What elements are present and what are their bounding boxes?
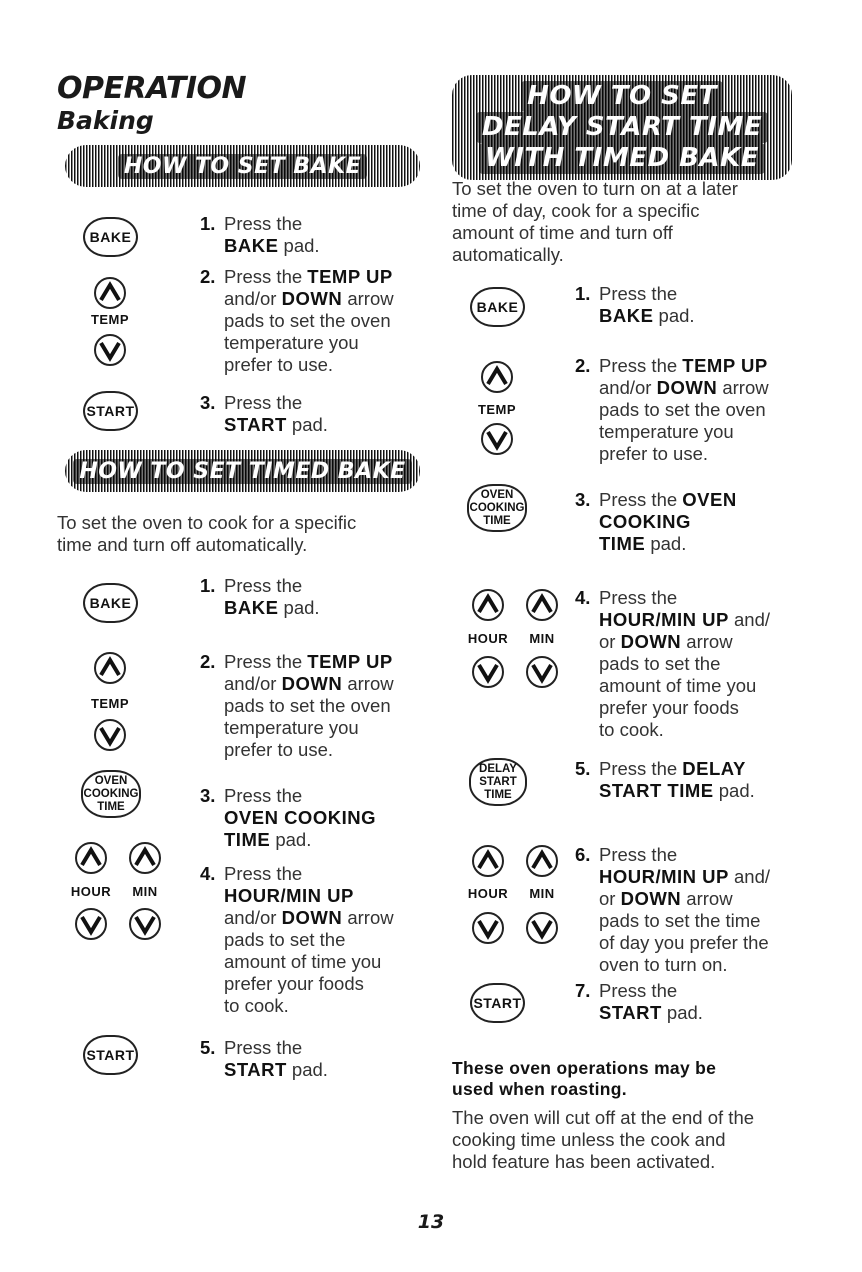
delay-banner-line-1: HOW TO SET xyxy=(521,81,723,112)
temp-label: TEMP xyxy=(90,696,130,711)
set-bake-banner: HOW TO SET BAKE xyxy=(65,145,420,187)
hour-label: HOUR xyxy=(467,631,509,646)
min-up-icon xyxy=(525,844,559,878)
min-label: MIN xyxy=(529,886,555,901)
min-up-icon xyxy=(128,841,162,875)
step-text: Press the BAKE pad. xyxy=(224,213,320,256)
min-label: MIN xyxy=(529,631,555,646)
page-number: 13 xyxy=(417,1211,445,1233)
start-pad: START xyxy=(470,983,525,1023)
step-text: Press the OVEN COOKING TIME pad. xyxy=(599,489,737,554)
step-number: 1. xyxy=(200,575,216,596)
step-text: Press the DELAY START TIME pad. xyxy=(599,758,755,801)
min-down-icon xyxy=(525,655,559,689)
hour-down-icon xyxy=(471,911,505,945)
start-pad: START xyxy=(83,1035,138,1075)
section-subtitle: Baking xyxy=(57,106,154,135)
temp-down-icon xyxy=(93,718,127,752)
step-number: 3. xyxy=(200,392,216,413)
hour-up-icon xyxy=(74,841,108,875)
step-number: 2. xyxy=(575,355,591,376)
min-down-icon xyxy=(128,907,162,941)
step-number: 1. xyxy=(575,283,591,304)
step-number: 3. xyxy=(575,489,591,510)
step-number: 2. xyxy=(200,266,216,287)
step-number: 4. xyxy=(200,863,216,884)
start-pad: START xyxy=(83,391,138,431)
step-number: 2. xyxy=(200,651,216,672)
temp-up-icon xyxy=(93,276,127,310)
hour-label: HOUR xyxy=(467,886,509,901)
oven-cooking-time-pad: OVEN COOKING TIME xyxy=(81,770,141,818)
bake-pad: BAKE xyxy=(470,287,525,327)
delay-banner-line-2: DELAY START TIME xyxy=(476,112,768,143)
step-number: 5. xyxy=(575,758,591,779)
step-text: Press the START pad. xyxy=(224,1037,328,1080)
hour-up-icon xyxy=(471,588,505,622)
delay-start-intro: To set the oven to turn on at a later time of day, cook for a specific amount of time and turn off automatically. xyxy=(452,178,738,265)
step-text: Press the TEMP UP and/or DOWN arrow pads to set the oven temperature you prefer to use. xyxy=(224,651,394,760)
step-number: 4. xyxy=(575,587,591,608)
temp-label: TEMP xyxy=(90,312,130,327)
step-text: Press the TEMP UP and/or DOWN arrow pads to set the oven temperature you prefer to use. xyxy=(224,266,394,375)
step-number: 1. xyxy=(200,213,216,234)
step-text: Press the TEMP UP and/or DOWN arrow pads to set the oven temperature you prefer to use. xyxy=(599,355,769,464)
bake-pad: BAKE xyxy=(83,583,138,623)
step-number: 3. xyxy=(200,785,216,806)
delay-banner-line-3: WITH TIMED BAKE xyxy=(479,143,765,174)
step-text: Press the HOUR/MIN UP and/ or DOWN arrow pads to set the amount of time you prefer your foods to cook. xyxy=(599,587,771,740)
min-label: MIN xyxy=(132,884,158,899)
bake-pad: BAKE xyxy=(83,217,138,257)
min-down-icon xyxy=(525,911,559,945)
oven-cooking-time-pad: OVEN COOKING TIME xyxy=(467,484,527,532)
hour-up-icon xyxy=(471,844,505,878)
temp-down-icon xyxy=(480,422,514,456)
step-number: 7. xyxy=(575,980,591,1001)
hour-down-icon xyxy=(74,907,108,941)
step-text: Press the HOUR/MIN UP and/ or DOWN arrow pads to set the time of day you prefer the oven to turn on. xyxy=(599,844,771,975)
step-text: Press the BAKE pad. xyxy=(599,283,695,326)
step-number: 5. xyxy=(200,1037,216,1058)
hour-label: HOUR xyxy=(70,884,112,899)
hour-down-icon xyxy=(471,655,505,689)
temp-label: TEMP xyxy=(477,402,517,417)
step-number: 6. xyxy=(575,844,591,865)
delay-start-banner xyxy=(452,75,792,180)
step-text: Press the START pad. xyxy=(599,980,703,1023)
delay-start-time-pad: DELAY START TIME xyxy=(469,758,527,806)
step-text: Press the BAKE pad. xyxy=(224,575,320,618)
step-text: Press the OVEN COOKING TIME pad. xyxy=(224,785,376,850)
temp-up-icon xyxy=(480,360,514,394)
min-up-icon xyxy=(525,588,559,622)
step-text: Press the START pad. xyxy=(224,392,328,435)
roasting-note-heading: These oven operations may be used when roasting. xyxy=(452,1058,717,1099)
temp-down-icon xyxy=(93,333,127,367)
section-title: OPERATION xyxy=(57,71,247,106)
timed-bake-banner: HOW TO SET TIMED BAKE xyxy=(65,450,420,492)
temp-up-icon xyxy=(93,651,127,685)
step-text: Press the HOUR/MIN UP and/or DOWN arrow pads to set the amount of time you prefer your foods to cook. xyxy=(224,863,394,1016)
roasting-note: The oven will cut off at the end of the cooking time unless the cook and hold feature has been activated. xyxy=(452,1107,755,1172)
timed-bake-intro: To set the oven to cook for a specific time and turn off automatically. xyxy=(57,512,357,555)
